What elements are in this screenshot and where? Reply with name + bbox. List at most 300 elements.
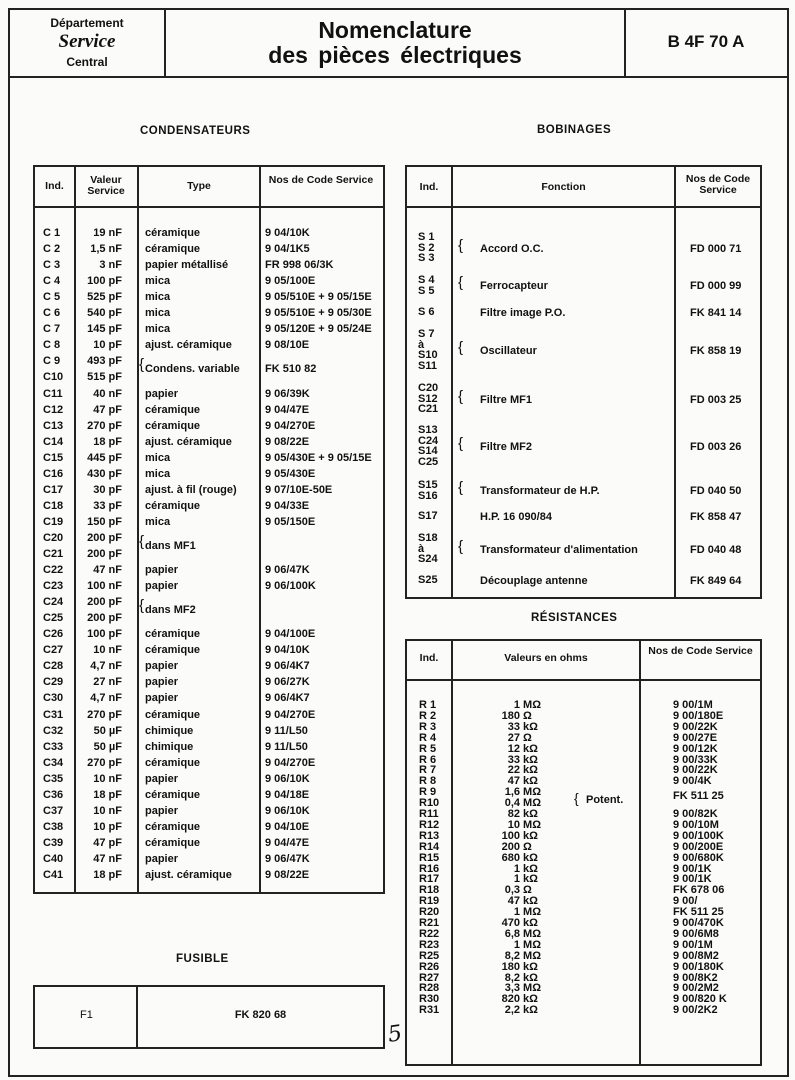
cell-type: mica bbox=[145, 291, 171, 304]
cell-valeur: 18 pF bbox=[93, 788, 122, 801]
cell-code: 9 00/8K2 bbox=[673, 971, 718, 984]
cell-valeur: 100 nF bbox=[87, 580, 122, 593]
cell-ind: S11 bbox=[418, 359, 437, 372]
fusible-ind: F1 bbox=[80, 1009, 93, 1021]
cell-ind: C18 bbox=[43, 499, 64, 512]
cell-valeur: 22 kΩ bbox=[507, 764, 538, 777]
cell-ind: C33 bbox=[43, 740, 64, 753]
cell-ind: R16 bbox=[419, 862, 440, 875]
cell-code: FK 511 25 bbox=[673, 790, 724, 803]
cell-type: papier bbox=[145, 580, 179, 593]
cell-valeur: 47 pF bbox=[93, 403, 122, 416]
document-ref: B 4F 70 A bbox=[667, 32, 745, 51]
cell-ind: C 5 bbox=[43, 291, 61, 304]
cell-valeur: 10 pF bbox=[93, 339, 122, 352]
cell-valeur: 0,4 MΩ bbox=[504, 797, 542, 810]
cell-valeur: 1 MΩ bbox=[513, 906, 542, 919]
cell-valeur: 2,2 kΩ bbox=[504, 1004, 538, 1017]
cell-code: 9 06/4K7 bbox=[265, 660, 310, 673]
dept-line2: Service bbox=[58, 31, 116, 52]
cell-valeur: 40 nF bbox=[93, 387, 122, 400]
cell-type: céramique bbox=[145, 499, 201, 512]
cell-type: papier bbox=[145, 852, 179, 865]
cell-code: FR 998 06/3K bbox=[265, 259, 334, 272]
cell-ind: C17 bbox=[43, 483, 64, 496]
cell-ind: à bbox=[418, 542, 425, 555]
cell-type: papier bbox=[145, 676, 179, 689]
col-header-valeur: Valeur Service bbox=[87, 174, 125, 197]
cell-ind: C21 bbox=[43, 548, 64, 560]
cell-type: céramique bbox=[145, 628, 201, 641]
cell-ind: S16 bbox=[418, 489, 438, 502]
cell-code: 9 00/12K bbox=[673, 742, 718, 755]
cell-ind: R 6 bbox=[419, 753, 437, 766]
header-divider bbox=[8, 76, 787, 78]
cell-code: FK 511 25 bbox=[673, 906, 724, 919]
cell-ind: R21 bbox=[419, 917, 440, 929]
cell-type: mica bbox=[145, 323, 171, 336]
cell-ind: R23 bbox=[419, 938, 440, 951]
cell-valeur: 18 pF bbox=[93, 435, 122, 448]
cell-ind: C 6 bbox=[43, 307, 61, 320]
cell-ind: C 9 bbox=[43, 355, 61, 368]
cell-type: mica bbox=[145, 515, 171, 528]
cell-ind: R26 bbox=[419, 960, 440, 973]
column-rule bbox=[674, 165, 676, 597]
cell-code: 9 06/47K bbox=[265, 564, 310, 577]
cell-type: Condens. variable bbox=[145, 363, 240, 376]
cell-ind: S10 bbox=[418, 349, 438, 361]
cell-valeur: 430 pF bbox=[87, 467, 122, 480]
cell-fonction: Accord O.C. bbox=[480, 242, 544, 255]
cell-code: FD 003 26 bbox=[690, 440, 742, 453]
cell-ind: C15 bbox=[43, 451, 64, 464]
cell-ind: C28 bbox=[43, 660, 64, 673]
cell-type: céramique bbox=[145, 756, 201, 769]
cell-code: 9 00/27E bbox=[673, 731, 718, 744]
fusible-code: FK 820 68 bbox=[234, 1009, 287, 1021]
cell-valeur: 33 pF bbox=[93, 499, 122, 512]
title-line1: Nomenclature bbox=[318, 17, 472, 43]
cell-ind: S17 bbox=[418, 510, 438, 522]
condensateurs-title: CONDENSATEURS bbox=[140, 125, 251, 137]
cell-type: mica bbox=[145, 275, 171, 288]
cell-valeur: 50 µF bbox=[93, 724, 122, 737]
cell-type: mica bbox=[145, 467, 171, 480]
cell-type: chimique bbox=[145, 724, 194, 737]
cell-valeur: 525 pF bbox=[87, 291, 122, 304]
cell-code: FD 000 71 bbox=[690, 242, 742, 255]
brace-icon: { bbox=[139, 597, 145, 615]
cell-ind: R20 bbox=[419, 906, 440, 919]
col-header-ind: Ind. bbox=[45, 180, 64, 192]
cell-code: FK 858 19 bbox=[690, 344, 742, 357]
cell-ind: R18 bbox=[419, 884, 440, 897]
cell-ind: S 2 bbox=[418, 241, 435, 254]
cell-valeur: 515 pF bbox=[87, 371, 122, 384]
cell-valeur: 50 µF bbox=[93, 740, 122, 753]
cell-valeur: 6,8 MΩ bbox=[504, 927, 542, 940]
cell-code: 9 00/6M8 bbox=[673, 927, 719, 940]
fusible-title: FUSIBLE bbox=[176, 953, 229, 965]
cell-valeur: 270 pF bbox=[87, 419, 122, 432]
cell-ind: R14 bbox=[419, 840, 440, 853]
cell-code: 9 05/430E bbox=[265, 467, 316, 480]
cell-code: 9 00/470K bbox=[673, 917, 724, 929]
cell-code: 9 00/2M2 bbox=[673, 982, 719, 995]
cell-code: 9 06/10K bbox=[265, 772, 310, 785]
cell-ind: C22 bbox=[43, 564, 64, 577]
col-header-code: Nos de Code Service bbox=[268, 174, 374, 186]
cell-valeur: 100 pF bbox=[87, 628, 122, 641]
cell-valeur: 3,3 MΩ bbox=[504, 982, 542, 995]
cell-type: mica bbox=[145, 451, 171, 464]
cell-ind: C13 bbox=[43, 419, 64, 432]
cell-valeur: 493 pF bbox=[87, 355, 122, 368]
cell-code: 9 00/200E bbox=[673, 840, 724, 853]
brace-icon: { bbox=[458, 387, 464, 405]
cell-ind: C20 bbox=[418, 382, 439, 394]
cell-code: FD 003 25 bbox=[690, 393, 742, 406]
cell-type: chimique bbox=[145, 740, 194, 753]
cell-valeur: 150 pF bbox=[87, 515, 122, 528]
cell-ind: R 4 bbox=[419, 731, 437, 744]
cell-type: mica bbox=[145, 307, 171, 320]
cell-valeur: 200 pF bbox=[87, 596, 122, 609]
cell-ind: C19 bbox=[43, 515, 64, 528]
cell-valeur: 27 nF bbox=[93, 676, 122, 689]
cell-fonction: H.P. 16 090/84 bbox=[480, 511, 552, 523]
cell-code: 9 06/4K7 bbox=[265, 692, 310, 705]
cell-ind: R17 bbox=[419, 873, 440, 886]
cell-code: 9 04/47E bbox=[265, 836, 310, 849]
resistances-title: RÉSISTANCES bbox=[531, 612, 618, 624]
cell-valeur: 10 nF bbox=[93, 772, 122, 785]
table-header-rule bbox=[405, 679, 760, 681]
col-header-valeurs: Valeurs en ohms bbox=[504, 652, 588, 664]
cell-type: papier bbox=[145, 692, 179, 705]
cell-type: dans MF1 bbox=[145, 539, 196, 552]
cell-code: 9 00/1K bbox=[673, 862, 712, 875]
cell-code: 9 06/47K bbox=[265, 852, 310, 865]
cell-code: 9 00/180K bbox=[673, 960, 724, 973]
col-header-ind: Ind. bbox=[419, 181, 439, 193]
cell-type: papier métallisé bbox=[145, 259, 229, 272]
cell-valeur: 200 pF bbox=[87, 531, 122, 544]
cell-fonction: Transformateur d'alimentation bbox=[480, 543, 638, 556]
cell-ind: C12 bbox=[43, 403, 64, 416]
column-rule bbox=[451, 165, 453, 597]
cell-fonction: Oscillateur bbox=[480, 344, 537, 357]
column-rule bbox=[639, 639, 641, 1064]
cell-ind: R22 bbox=[419, 927, 440, 940]
cell-ind: R19 bbox=[419, 895, 440, 908]
cell-type: ajust. céramique bbox=[145, 435, 232, 448]
cell-valeur: 33 kΩ bbox=[507, 720, 538, 733]
cell-ind: R13 bbox=[419, 829, 440, 842]
cell-ind: R30 bbox=[419, 993, 440, 1006]
cell-ind: R10 bbox=[419, 797, 440, 810]
cell-code: 9 04/33E bbox=[265, 499, 310, 512]
cell-code: 9 06/27K bbox=[265, 676, 310, 689]
dept-line1: Département bbox=[50, 16, 124, 30]
table-header-rule bbox=[33, 206, 383, 208]
cell-code: 9 05/510E + 9 05/15E bbox=[265, 291, 372, 304]
cell-ind: C29 bbox=[43, 676, 64, 689]
cell-ind: S 5 bbox=[418, 284, 435, 297]
cell-valeur: 47 kΩ bbox=[507, 775, 538, 788]
cell-ind: C30 bbox=[43, 692, 64, 705]
potent-label: Potent. bbox=[586, 794, 624, 806]
cell-code: 9 07/10E-50E bbox=[265, 483, 333, 496]
col-header-code: Nos de Code Service bbox=[685, 173, 751, 196]
cell-fonction: Filtre MF1 bbox=[480, 393, 532, 406]
cell-code: 9 04/10K bbox=[265, 644, 310, 657]
column-rule bbox=[451, 639, 453, 1064]
cell-code: 9 00/10M bbox=[673, 818, 719, 831]
cell-valeur: 1 MΩ bbox=[513, 938, 542, 951]
cell-ind: C 8 bbox=[43, 339, 61, 352]
cell-code: FD 040 48 bbox=[690, 543, 742, 556]
cell-code: 9 00/82K bbox=[673, 808, 718, 820]
brace-icon: { bbox=[458, 434, 464, 452]
cell-valeur: 1,5 nF bbox=[90, 243, 122, 256]
cell-ind: S 1 bbox=[418, 231, 435, 243]
cell-valeur: 27 Ω bbox=[507, 731, 532, 744]
cell-code: 9 00/22K bbox=[673, 764, 718, 777]
table-header-rule bbox=[405, 206, 760, 208]
cell-valeur: 470 kΩ bbox=[501, 917, 538, 929]
cell-ind: R28 bbox=[419, 982, 440, 995]
cell-ind: R 2 bbox=[419, 709, 437, 722]
cell-ind: R27 bbox=[419, 971, 440, 984]
cell-valeur: 30 pF bbox=[93, 483, 122, 496]
cell-code: 9 00/820 K bbox=[673, 993, 727, 1006]
cell-type: papier bbox=[145, 387, 179, 400]
cell-ind: S15 bbox=[418, 479, 438, 491]
cell-type: céramique bbox=[145, 788, 201, 801]
cell-code: 9 05/150E bbox=[265, 515, 316, 528]
cell-ind: R 1 bbox=[419, 699, 437, 711]
cell-valeur: 1 kΩ bbox=[513, 862, 538, 875]
cell-code: 9 04/270E bbox=[265, 419, 316, 432]
cell-valeur: 3 nF bbox=[99, 259, 122, 272]
cell-code: 9 00/680K bbox=[673, 851, 724, 864]
cell-ind: S14 bbox=[418, 445, 438, 457]
brace-icon: { bbox=[458, 236, 464, 254]
cell-ind: C20 bbox=[43, 531, 64, 544]
cell-code: 9 05/120E + 9 05/24E bbox=[265, 323, 372, 336]
cell-code: 9 00/100K bbox=[673, 829, 724, 842]
cell-valeur: 10 pF bbox=[93, 820, 122, 833]
cell-ind: S13 bbox=[418, 424, 438, 436]
column-rule bbox=[137, 165, 139, 892]
cell-ind: C16 bbox=[43, 467, 64, 480]
cell-code: FD 000 99 bbox=[690, 280, 742, 293]
cell-code: 9 04/100E bbox=[265, 628, 316, 641]
cell-code: 9 04/270E bbox=[265, 708, 316, 721]
cell-ind: R 7 bbox=[419, 764, 437, 777]
cell-code: 9 11/L50 bbox=[265, 724, 308, 737]
cell-ind: C11 bbox=[43, 387, 63, 400]
cell-ind: R31 bbox=[419, 1004, 440, 1017]
bobinages-title: BOBINAGES bbox=[537, 124, 612, 136]
cell-valeur: 200 Ω bbox=[501, 840, 532, 853]
cell-type: ajust. céramique bbox=[145, 869, 232, 881]
cell-code: 9 00/1M bbox=[673, 699, 713, 711]
cell-code: 9 05/510E + 9 05/30E bbox=[265, 307, 372, 320]
cell-ind: C 1 bbox=[43, 227, 61, 239]
cell-ind: C34 bbox=[43, 756, 64, 769]
cell-ind: S 6 bbox=[418, 306, 435, 318]
cell-ind: S24 bbox=[418, 553, 438, 565]
brace-icon: { bbox=[458, 537, 464, 555]
cell-valeur: 1 MΩ bbox=[513, 699, 542, 711]
cell-ind: R 3 bbox=[419, 720, 437, 733]
cell-code: 9 04/270E bbox=[265, 756, 316, 769]
cell-fonction: Transformateur de H.P. bbox=[480, 485, 600, 498]
cell-ind: C32 bbox=[43, 724, 64, 737]
cell-type: papier bbox=[145, 564, 179, 577]
cell-valeur: 12 kΩ bbox=[507, 742, 538, 755]
col-header-fonction: Fonction bbox=[541, 181, 586, 193]
cell-ind: C36 bbox=[43, 788, 64, 801]
cell-type: papier bbox=[145, 660, 179, 673]
cell-valeur: 180 kΩ bbox=[501, 960, 538, 973]
col-header-ind: Ind. bbox=[419, 652, 439, 664]
col-header-type: Type bbox=[187, 180, 211, 192]
cell-ind: C24 bbox=[418, 434, 439, 447]
cell-code: 9 06/39K bbox=[265, 387, 310, 400]
cell-code: 9 04/47E bbox=[265, 403, 310, 416]
cell-code: 9 04/18E bbox=[265, 788, 310, 801]
cell-code: 9 00/22K bbox=[673, 720, 718, 733]
cell-ind: C14 bbox=[43, 435, 64, 448]
cell-code: 9 04/10K bbox=[265, 227, 310, 239]
cell-ind: C35 bbox=[43, 772, 64, 785]
dept-line3: Central bbox=[66, 55, 108, 69]
cell-ind: R 9 bbox=[419, 786, 437, 799]
cell-ind: S12 bbox=[418, 392, 438, 405]
cell-valeur: 100 kΩ bbox=[501, 829, 538, 842]
cell-type: ajust. à fil (rouge) bbox=[145, 483, 237, 496]
title-line2: des pièces électriques bbox=[268, 42, 522, 68]
cell-valeur: 1 kΩ bbox=[513, 873, 538, 886]
cell-ind: R 8 bbox=[419, 775, 437, 788]
cell-valeur: 100 pF bbox=[87, 275, 122, 288]
cell-valeur: 820 kΩ bbox=[501, 993, 538, 1006]
cell-code: 9 00/4K bbox=[673, 775, 712, 788]
cell-ind: C39 bbox=[43, 836, 64, 849]
cell-valeur: 10 nF bbox=[93, 644, 122, 657]
cell-ind: C23 bbox=[43, 580, 64, 593]
cell-valeur: 8,2 MΩ bbox=[504, 949, 542, 962]
bobinages-table bbox=[405, 165, 762, 599]
cell-type: céramique bbox=[145, 820, 201, 833]
cell-type: papier bbox=[145, 804, 179, 817]
cell-code: 9 05/430E + 9 05/15E bbox=[265, 451, 372, 464]
cell-ind: C10 bbox=[43, 371, 64, 384]
cell-ind: C27 bbox=[43, 644, 64, 657]
cell-ind: C38 bbox=[43, 820, 64, 833]
cell-valeur: 445 pF bbox=[87, 451, 122, 464]
cell-code: 9 08/10E bbox=[265, 339, 310, 352]
cell-code: 9 04/1K5 bbox=[265, 243, 310, 256]
cell-fonction: Ferrocapteur bbox=[480, 280, 548, 293]
cell-type: papier bbox=[145, 772, 179, 785]
cell-code: 9 05/100E bbox=[265, 275, 316, 288]
cell-ind: C 4 bbox=[43, 275, 61, 288]
cell-valeur: 270 pF bbox=[87, 756, 122, 769]
cell-code: FK 510 82 bbox=[265, 363, 317, 376]
cell-code: 9 08/22E bbox=[265, 435, 310, 448]
cell-ind: S 3 bbox=[418, 252, 435, 264]
cell-fonction: Filtre MF2 bbox=[480, 440, 532, 453]
cell-code: FK 849 64 bbox=[690, 575, 742, 587]
cell-valeur: 10 MΩ bbox=[507, 818, 542, 831]
cell-ind: R 5 bbox=[419, 742, 437, 755]
brace-icon: { bbox=[458, 274, 464, 292]
cell-ind: C21 bbox=[418, 403, 439, 415]
cell-valeur: 4,7 nF bbox=[90, 660, 122, 673]
cell-ind: C41 bbox=[43, 869, 64, 881]
cell-ind: C 2 bbox=[43, 243, 61, 256]
cell-ind: C24 bbox=[43, 596, 64, 609]
cell-ind: C25 bbox=[418, 455, 439, 468]
cell-code: 9 04/10E bbox=[265, 820, 310, 833]
cell-code: FK 858 47 bbox=[690, 511, 742, 523]
cell-code: 9 00/33K bbox=[673, 753, 718, 766]
cell-type: ajust. céramique bbox=[145, 339, 232, 352]
cell-code: 9 00/ bbox=[673, 895, 698, 908]
cell-valeur: 200 pF bbox=[87, 548, 122, 560]
cell-ind: R12 bbox=[419, 818, 440, 831]
cell-fonction: Découplage antenne bbox=[480, 575, 588, 587]
cell-valeur: 82 kΩ bbox=[507, 808, 538, 820]
cell-code: 9 00/180E bbox=[673, 709, 724, 722]
col-header-code: Nos de Code Service bbox=[648, 645, 753, 657]
cell-valeur: 33 kΩ bbox=[507, 753, 538, 766]
cell-type: céramique bbox=[145, 836, 201, 849]
cell-valeur: 540 pF bbox=[87, 307, 122, 320]
cell-valeur: 4,7 nF bbox=[90, 692, 122, 705]
cell-valeur: 270 pF bbox=[87, 708, 122, 721]
cell-valeur: 19 nF bbox=[93, 227, 122, 239]
cell-valeur: 145 pF bbox=[87, 323, 122, 336]
cell-ind: à bbox=[418, 338, 425, 351]
cell-type: céramique bbox=[145, 243, 201, 256]
cell-ind: R11 bbox=[419, 808, 439, 820]
cell-type: céramique bbox=[145, 708, 201, 721]
cell-type: céramique bbox=[145, 419, 201, 432]
cell-type: céramique bbox=[145, 403, 201, 416]
cell-valeur: 180 Ω bbox=[501, 709, 532, 722]
cell-valeur: 0,3 Ω bbox=[504, 884, 532, 897]
cell-ind: S18 bbox=[418, 532, 438, 544]
cell-ind: S 7 bbox=[418, 328, 435, 340]
handwritten-page-number: 5 bbox=[386, 1021, 404, 1048]
cell-valeur: 47 kΩ bbox=[507, 895, 538, 908]
cell-ind: C26 bbox=[43, 628, 64, 641]
cell-code: 9 11/L50 bbox=[265, 740, 308, 753]
cell-code: FK 841 14 bbox=[690, 307, 742, 319]
cell-ind: S25 bbox=[418, 574, 438, 586]
cell-code: FK 678 06 bbox=[673, 884, 725, 897]
cell-code: 9 00/1M bbox=[673, 938, 713, 951]
brace-icon: { bbox=[458, 479, 464, 497]
cell-valeur: 47 nF bbox=[93, 564, 122, 577]
cell-code: 9 06/10K bbox=[265, 804, 310, 817]
